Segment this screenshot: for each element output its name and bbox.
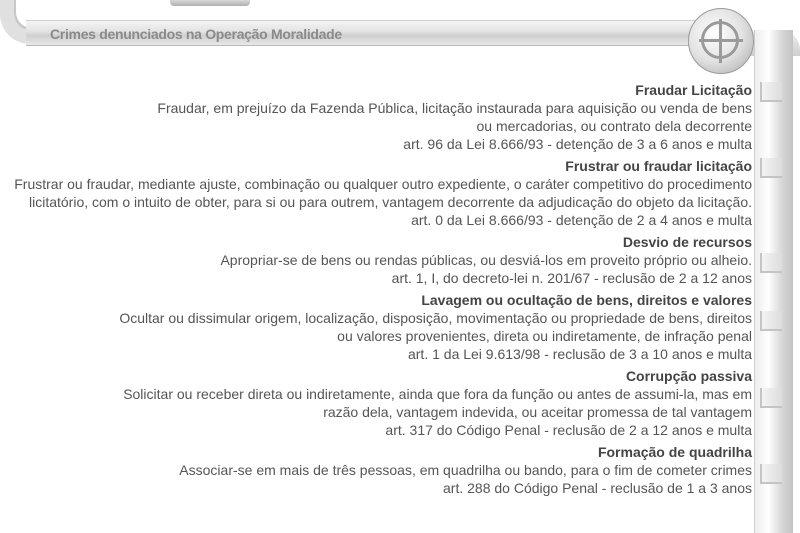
pipe-bracket-decoration bbox=[760, 388, 782, 408]
right-pipe-decoration bbox=[754, 30, 793, 533]
crime-law: art. 96 da Lei 8.666/93 - detenção de 3 a 6 anos e multa bbox=[403, 136, 752, 152]
crime-title: Frustrar ou fraudar licitação bbox=[565, 158, 752, 174]
pipe-bracket-decoration bbox=[760, 253, 782, 273]
crime-title: Desvio de recursos bbox=[622, 234, 752, 250]
pipe-bracket-decoration bbox=[760, 82, 782, 102]
pipe-bracket-decoration bbox=[760, 158, 782, 178]
crime-description: Apropriar-se de bens ou rendas públicas, ou desviá-los em proveito próprio ou alheio. bbox=[220, 252, 752, 268]
page-title: Crimes denunciados na Operação Moralidade bbox=[50, 26, 342, 42]
crime-item bbox=[0, 233, 752, 287]
crime-law: art. 317 do Código Penal - reclusão de 2 a 12 anos e multa bbox=[385, 422, 752, 438]
crime-description: Frustrar ou fraudar, mediante ajuste, combinação ou qualquer outro expediente, o caráter competitivo do procedimento licitatório, com o intuito de obter, para si ou para outrem, vantagem decorrente da adjudicação do objeto da licitação. bbox=[14, 176, 752, 210]
pipe-bracket-decoration bbox=[760, 311, 782, 331]
crime-description: Ocultar ou dissimular origem, localização, disposição, movimentação ou propriedade de bens, direitos ou valores provenientes, direta ou indiretamente, de infração penal bbox=[119, 310, 752, 344]
crime-law: art. 1, I, do decreto-lei n. 201/67 - reclusão de 2 a 12 anos bbox=[391, 270, 752, 286]
crime-description: Associar-se em mais de três pessoas, em quadrilha ou bando, para o fim de cometer crimes bbox=[179, 462, 752, 478]
crime-item bbox=[0, 291, 752, 363]
crime-title: Formação de quadrilha bbox=[597, 444, 752, 460]
pipe-bracket-decoration bbox=[760, 464, 782, 484]
header-frame bbox=[0, 0, 800, 50]
crime-item bbox=[0, 81, 752, 153]
crime-law: art. 288 do Código Penal - reclusão de 1 a 3 anos bbox=[443, 480, 752, 496]
crimes-list bbox=[0, 81, 752, 501]
crime-title: Corrupção passiva bbox=[625, 368, 752, 384]
crime-item bbox=[0, 367, 752, 439]
crime-description: Fraudar, em prejuízo da Fazenda Pública, licitação instaurada para aquisição ou venda de bens ou mercadorias, ou contrato dela decorrente bbox=[157, 100, 752, 134]
crime-title: Fraudar Licitação bbox=[635, 82, 752, 98]
valve-wheel-icon bbox=[688, 8, 754, 74]
pipe-stub-decoration bbox=[170, 0, 250, 6]
crime-law: art. 0 da Lei 8.666/93 - detenção de 2 a 4 anos e multa bbox=[411, 212, 752, 228]
crime-item bbox=[0, 157, 752, 229]
crime-title: Lavagem ou ocultação de bens, direitos e valores bbox=[421, 292, 752, 308]
crime-description: Solicitar ou receber direta ou indiretamente, ainda que fora da função ou antes de assumi-la, mas em razão dela, vantagem indevida, ou aceitar promessa de tal vantagem bbox=[123, 386, 752, 420]
crime-law: art. 1 da Lei 9.613/98 - reclusão de 3 a 10 anos e multa bbox=[407, 346, 752, 362]
crime-item bbox=[0, 443, 752, 497]
